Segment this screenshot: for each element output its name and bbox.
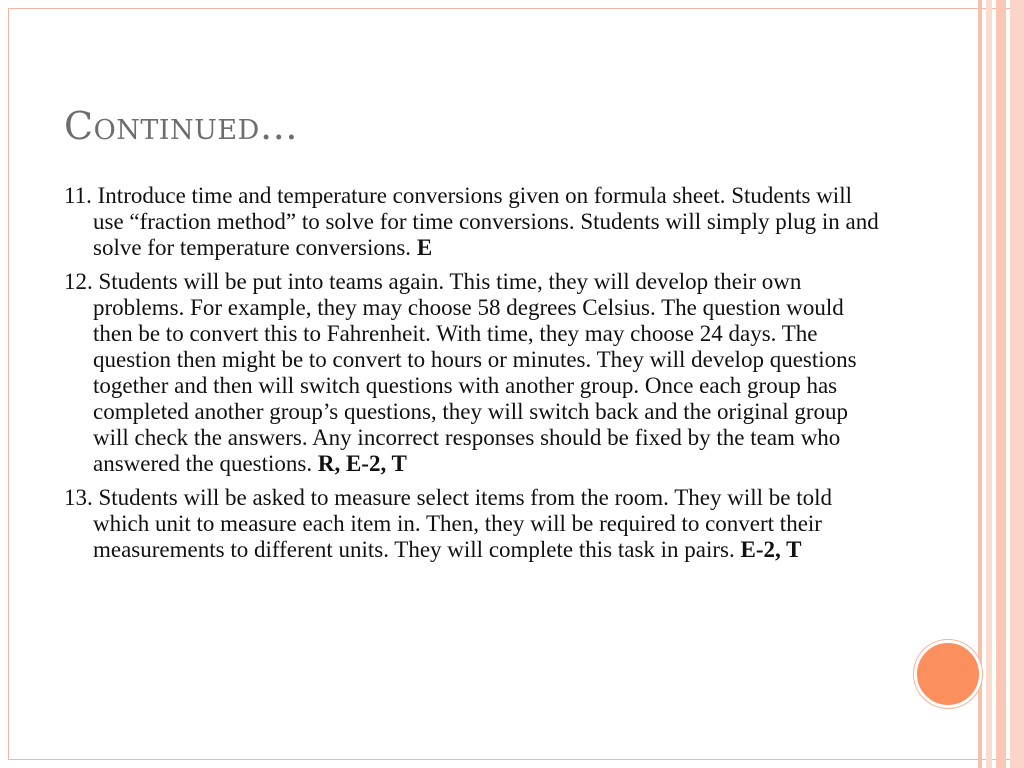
list-item-text: 13. Students will be asked to measure select items from the room. They will be told which unit to measure each item in. Then, they will be required to convert their measurements to different units. They will complete this task in pairs. (64, 485, 833, 562)
stripe (1010, 0, 1024, 768)
decorative-stripes (978, 0, 1024, 768)
slide-title: Continued… (64, 104, 299, 148)
list-item (64, 183, 884, 261)
stripe (978, 0, 982, 768)
list-item-tag: R, E-2, T (317, 451, 407, 476)
stripe (986, 0, 992, 768)
list-item-tag: E-2, T (740, 537, 802, 562)
list-item-text: 12. Students will be put into teams again. This time, they will develop their own problems. For example, they may choose 58 degrees Celsius. The question would then be to convert this to Fahrenheit. With time, they may choose 24 days. The question then might be to convert to hours or minutes. They will develop questions together and then will switch questions with another group. Once each group has completed another group’s questions, they will switch back and the original group will check the answers. Any incorrect responses should be fixed by the team who answered the questions. (64, 269, 857, 476)
list-item (64, 269, 884, 477)
list-item-text: 11. Introduce time and temperature conversions given on formula sheet. Students will use “fraction method” to solve for time conversions. Students will simply plug in and solve for temperature conversions. (64, 183, 879, 260)
list-item-tag: E (416, 235, 433, 260)
stripe (996, 0, 1006, 768)
list-item (64, 485, 884, 563)
accent-circle (914, 640, 982, 708)
slide-content (64, 183, 884, 571)
